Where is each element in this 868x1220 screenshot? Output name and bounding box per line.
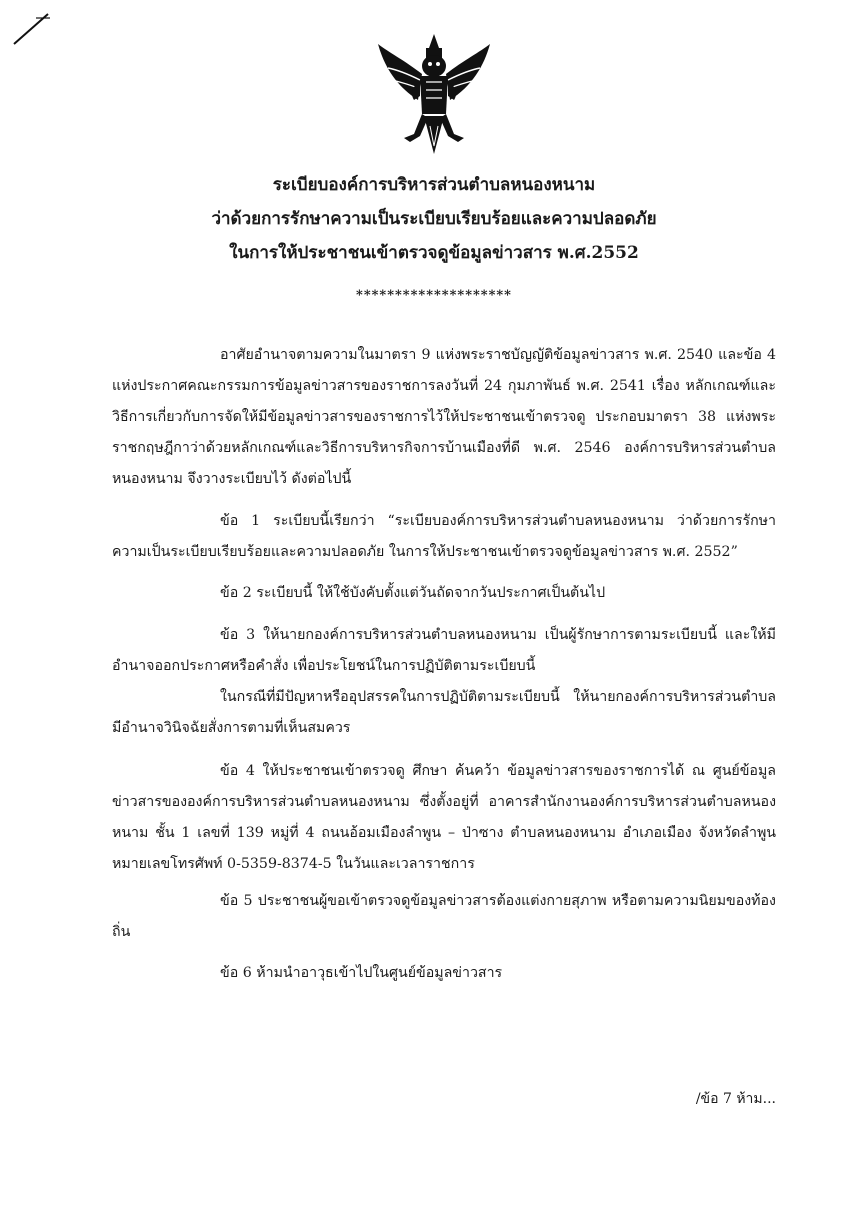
clause-4 [112, 756, 776, 880]
garuda-emblem-icon [374, 30, 494, 158]
title-line-3: ในการให้ประชาชนเข้าตรวจดูข้อมูลข่าวสาร พ.ศ.2552 [229, 243, 639, 263]
title-line-2: ว่าด้วยการรักษาความเป็นระเบียบเรียบร้อยและความปลอดภัย [211, 209, 657, 229]
clause-3-text: ข้อ 3 ให้นายกองค์การบริหารส่วนตำบลหนองหนาม เป็นผู้รักษาการตามระเบียบนี้ และให้มีอำนาจออกประกาศหรือคำสั่ง เพื่อประโยชน์ในการปฏิบัติตามระเบียบนี้ [112, 627, 776, 674]
clause-3-continued [112, 682, 776, 744]
clause-2 [112, 578, 776, 609]
clause-3 [112, 620, 776, 682]
clause-6-text: ข้อ 6 ห้ามนำอาวุธเข้าไปในศูนย์ข้อมูลข่าวสาร [220, 965, 503, 981]
clause-2-text: ข้อ 2 ระเบียบนี้ ให้ใช้บังคับตั้งแต่วันถัดจากวันประกาศเป็นต้นไป [220, 585, 606, 601]
title-line-1: ระเบียบองค์การบริหารส่วนตำบลหนองหนาม [272, 175, 596, 195]
preamble-paragraph [112, 340, 776, 495]
clause-4-text: ข้อ 4 ให้ประชาชนเข้าตรวจดู ศึกษา ค้นคว้า ข้อมูลข่าวสารของราชการได้ ณ ศูนย์ข้อมูลข่าวสารขององค์การบริหารส่วนตำบลหนองหนาม ซึ่งตั้งอยู่ที่ อาคารสำนักงานองค์การบริหารส่วนตำบลหนองหนาม ชั้น 1 เลขที่ 139 หมู่ที่ 4 ถนนอ้อมเมืองลำพูน – ป่าซาง ตำบลหนองหนาม อำเภอเมือง จังหวัดลำพูน หมายเลขโทรศัพท์ 0-5359-8374-5 ในวันและเวลาราชการ [112, 763, 776, 872]
clause-3b-text: ในกรณีที่มีปัญหาหรืออุปสรรคในการปฏิบัติตามระเบียบนี้ ให้นายกองค์การบริหารส่วนตำบลมีอำนาจวินิจฉัยสั่งการตามที่เห็นสมควร [112, 689, 776, 736]
slash-mark-icon [10, 6, 54, 50]
clause-5 [112, 886, 776, 948]
clause-6 [112, 958, 776, 989]
clause-1 [112, 506, 776, 568]
clause-5-text: ข้อ 5 ประชาชนผู้ขอเข้าตรวจดูข้อมูลข่าวสารต้องแต่งกายสุภาพ หรือตามความนิยมของท้องถิ่น [112, 893, 776, 940]
preamble-text: อาศัยอำนาจตามความในมาตรา 9 แห่งพระราชบัญญัติข้อมูลข่าวสาร พ.ศ. 2540 และข้อ 4 แห่งประกาศคณะกรรมการข้อมูลข่าวสารของราชการลงวันที่ 24 กุมภาพันธ์ พ.ศ. 2541 เรื่อง หลักเกณฑ์และวิธีการเกี่ยวกับการจัดให้มีข้อมูลข่าวสารของราชการไว้ให้ประชาชนเข้าตรวจดู ประกอบมาตรา 38 แห่งพระราชกฤษฎีกาว่าด้วยหลักเกณฑ์และวิธีการบริหารกิจการบ้านเมืองที่ดี พ.ศ. 2546 องค์การบริหารส่วนตำบลหนองหนาม จึงวางระเบียบไว้ ดังต่อไปนี้ [112, 347, 776, 487]
clause-1-text: ข้อ 1 ระเบียบนี้เรียกว่า “ระเบียบองค์การบริหารส่วนตำบลหนองหนาม ว่าด้วยการรักษาความเป็นระเบียบเรียบร้อยและความปลอดภัย ในการให้ประชาชนเข้าตรวจดูข้อมูลข่าวสาร พ.ศ. 2552” [112, 513, 776, 560]
separator: ******************** [356, 288, 512, 303]
page-continuation: /ข้อ 7 ห้าม... [695, 1091, 776, 1107]
